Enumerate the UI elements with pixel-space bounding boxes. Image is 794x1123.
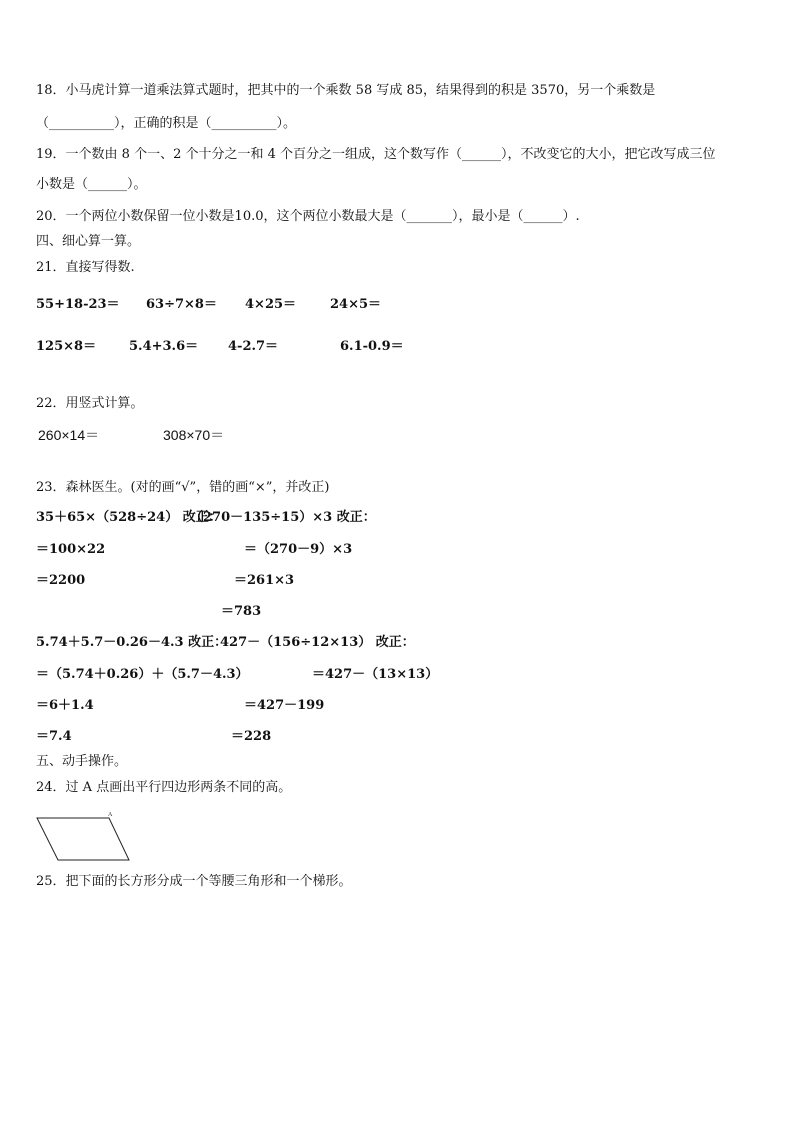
q23b-head: （270－135÷15）×3 改正： (190, 510, 376, 525)
q21-r2-c1: 125×8＝ (36, 339, 97, 354)
point-a-label: A (108, 812, 113, 818)
q20-line1: 20．一个两位小数保留一位小数是10.0，这个两位小数最大是（_______），最小是（______）. (36, 209, 580, 224)
section5-title: 五、动手操作。 (36, 754, 128, 769)
q21-r2-c3: 4-2.7＝ (228, 339, 279, 354)
q21-r1-c4: 24×5＝ (330, 297, 382, 312)
section4-title: 四、细心算一算。 (36, 234, 141, 249)
parallelogram-shape (37, 818, 129, 860)
q23b-step1: ＝（270－9）×3 (244, 542, 353, 557)
q18-line2: （__________），正确的积是（__________）。 (36, 116, 297, 131)
q21-title: 21．直接写得数. (36, 260, 135, 275)
q23d-head: 427－（156÷12×13） 改正： (220, 635, 415, 650)
q22-title: 22．用竖式计算。 (36, 396, 144, 411)
q21-r2-c2: 5.4+3.6＝ (129, 339, 199, 354)
q23d-step2: ＝427－199 (244, 698, 325, 713)
q21-r1-c2: 63÷7×8＝ (146, 297, 217, 312)
q21-r1-c3: 4×25＝ (245, 297, 297, 312)
q23c-step1: ＝（5.74＋0.26）＋（5.7－4.3） (36, 667, 249, 682)
q19-line1: 19．一个数由 8 个一、2 个十分之一和 4 个百分之一组成，这个数写作（______），不改变它的大小，把它改写成三位 (36, 147, 716, 162)
q22-item-1: 260×14＝ (38, 427, 100, 443)
q23a-step1: ＝100×22 (36, 542, 106, 557)
q21-r2-c4: 6.1-0.9＝ (340, 339, 404, 354)
q24-title: 24．过 A 点画出平行四边形两条不同的高。 (36, 780, 292, 795)
q23c-step3: ＝7.4 (36, 729, 72, 744)
q19-line2: 小数是（______）。 (36, 177, 147, 192)
q21-r1-c1: 55+18-23＝ (36, 297, 120, 312)
q23b-step2: ＝261×3 (234, 573, 295, 588)
q23c-head: 5.74＋5.7－0.26－4.3 改正： (36, 635, 228, 650)
q22-item-2: 308×70＝ (163, 427, 225, 443)
q18-line1: 18．小马虎计算一道乘法算式题时，把其中的一个乘数 58 写成 85，结果得到的积是 3570，另一个乘数是 (36, 83, 656, 98)
q23a-step2: ＝2200 (36, 573, 86, 588)
q23d-step3: ＝228 (231, 729, 272, 744)
q23b-step3: ＝783 (221, 604, 262, 619)
q23c-step2: ＝6＋1.4 (36, 698, 94, 713)
q25-title: 25．把下面的长方形分成一个等腰三角形和一个梯形。 (36, 874, 352, 889)
q23a-head: 35＋65×（528÷24） 改正： (36, 510, 222, 525)
q23-title: 23．森林医生。(对的画“√”，错的画“×”，并改正) (36, 480, 330, 495)
q23d-step1: ＝427－（13×13） (312, 667, 439, 682)
